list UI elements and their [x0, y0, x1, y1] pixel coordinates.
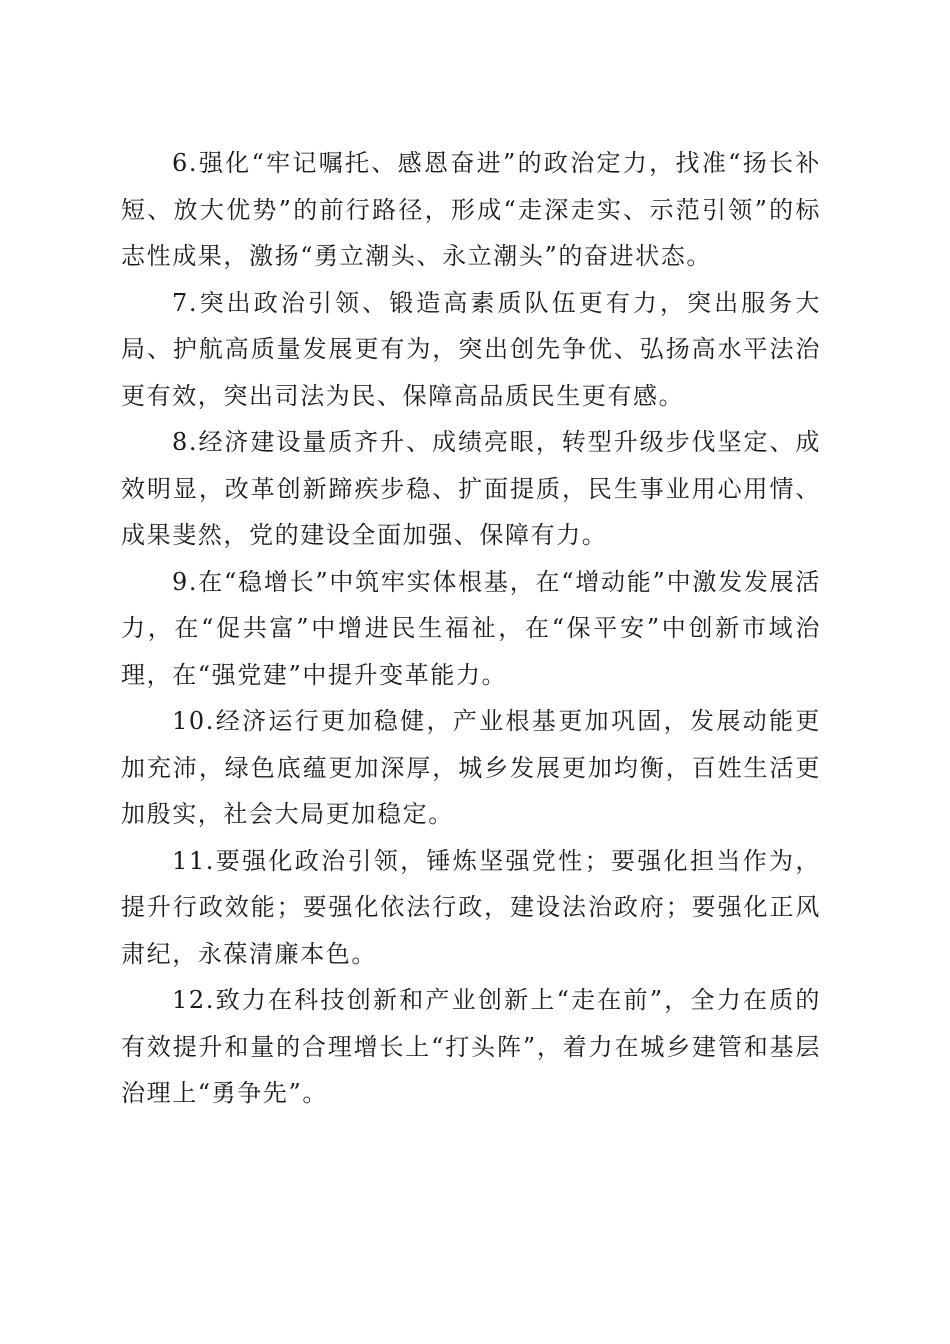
paragraph-8: 8.经济建设量质齐升、成绩亮眼，转型升级步伐坚定、成效明显，改革创新蹄疾步稳、扩面提质，民生事业用心用情、成果斐然，党的建设全面加强、保障有力。: [121, 428, 821, 549]
paragraph-7: 7.突出政治引领、锻造高素质队伍更有力，突出服务大局、护航高质量发展更有为，突出创先争优、弘扬高水平法治更有效，突出司法为民、保障高品质民生更有感。: [121, 288, 821, 410]
paragraph-11: 11.要强化政治引领，锤炼坚强党性；要强化担当作为，提升行政效能；要强化依法行政，建设法治政府；要强化正风肃纪，永葆清廉本色。: [121, 846, 821, 968]
document-body: [121, 140, 821, 1117]
paragraph-10: 10.经济运行更加稳健，产业根基更加巩固，发展动能更加充沛，绿色底蕴更加深厚，城乡发展更加均衡，百姓生活更加殷实，社会大局更加稳定。: [121, 707, 821, 828]
paragraph-12: 12.致力在科技创新和产业创新上“走在前”，全力在质的有效提升和量的合理增长上“打头阵”，着力在城乡建管和基层治理上“勇争先”。: [121, 986, 821, 1107]
paragraph-6: 6.强化“牢记嘱托、感恩奋进”的政治定力，找准“扬长补短、放大优势”的前行路径，形成“走深走实、示范引领”的标志性成果，激扬“勇立潮头、永立潮头”的奋进状态。: [121, 149, 821, 270]
paragraph-9: 9.在“稳增长”中筑牢实体根基，在“增动能”中激发发展活力，在“促共富”中增进民生福祉，在“保平安”中创新市域治理，在“强党建”中提升变革能力。: [121, 567, 821, 689]
